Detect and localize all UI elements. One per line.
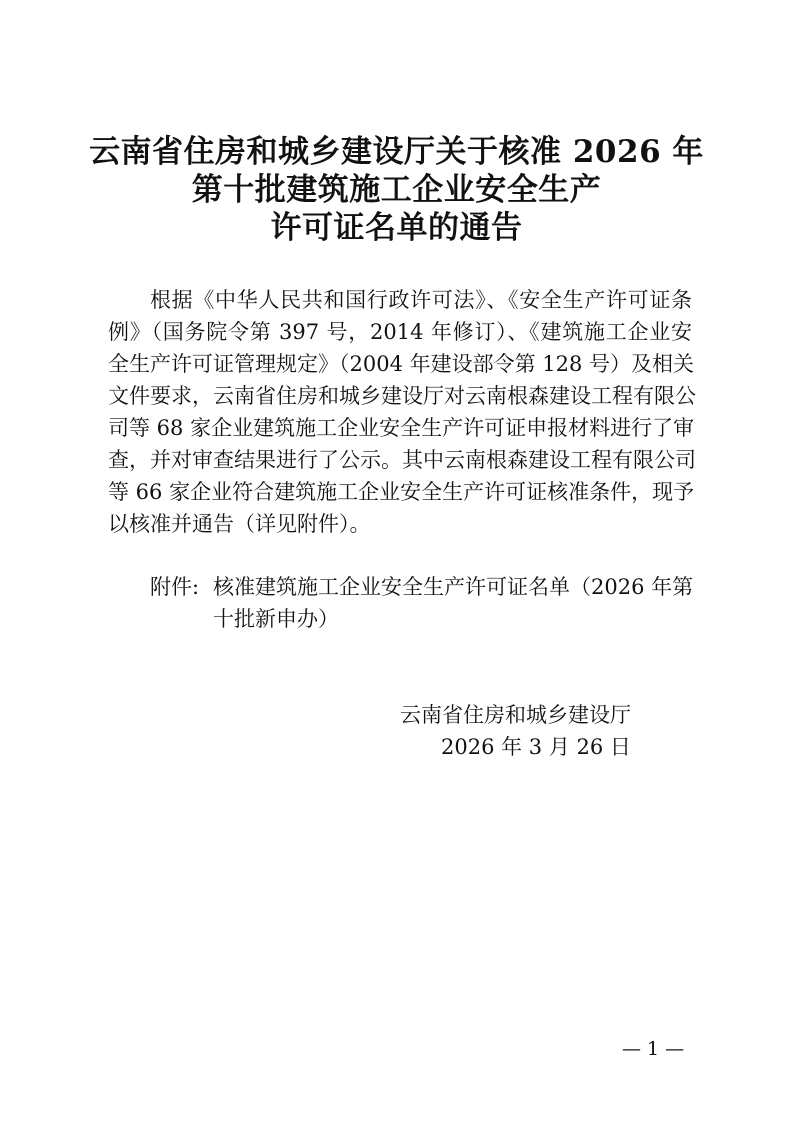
body-line-3: 全生产许可证管理规定》（2004 年建设部令第 128 号）及相关 [108, 352, 695, 376]
signature-organization: 云南省住房和城乡建设厅 [400, 703, 631, 727]
body-line-6: 查，并对审查结果进行了公示。其中云南根森建设工程有限公司 [108, 448, 696, 472]
attachment-line-2: 十批新申办） [213, 607, 339, 631]
body-line-8: 以核准并通告（详见附件）。 [108, 512, 371, 536]
body-line-7: 等 66 家企业符合建筑施工企业安全生产许可证核准条件，现予 [108, 480, 695, 504]
attachment-line-1: 核准建筑施工企业安全生产许可证名单（2026 年第 [213, 575, 694, 599]
signature-date: 2026 年 3 月 26 日 [441, 735, 631, 759]
attachment-label: 附件: [150, 575, 200, 599]
title-line-2: 第十批建筑施工企业安全生产 [191, 172, 602, 208]
title-line-3: 许可证名单的通告 [270, 210, 523, 246]
title-line-1: 云南省住房和城乡建设厅关于核准 2026 年 [89, 134, 704, 170]
body-line-5: 司等 68 家企业建筑施工企业安全生产许可证申报材料进行了审 [108, 416, 695, 440]
body-line-4: 文件要求，云南省住房和城乡建设厅对云南根森建设工程有限公 [108, 384, 696, 408]
body-line-2: 例》（国务院令第 397 号，2014 年修订）、《建筑施工企业安 [108, 320, 692, 344]
page-number: — 1 — [622, 1038, 685, 1060]
body-line-1: 根据《中华人民共和国行政许可法》、《安全生产许可证条 [150, 288, 692, 312]
